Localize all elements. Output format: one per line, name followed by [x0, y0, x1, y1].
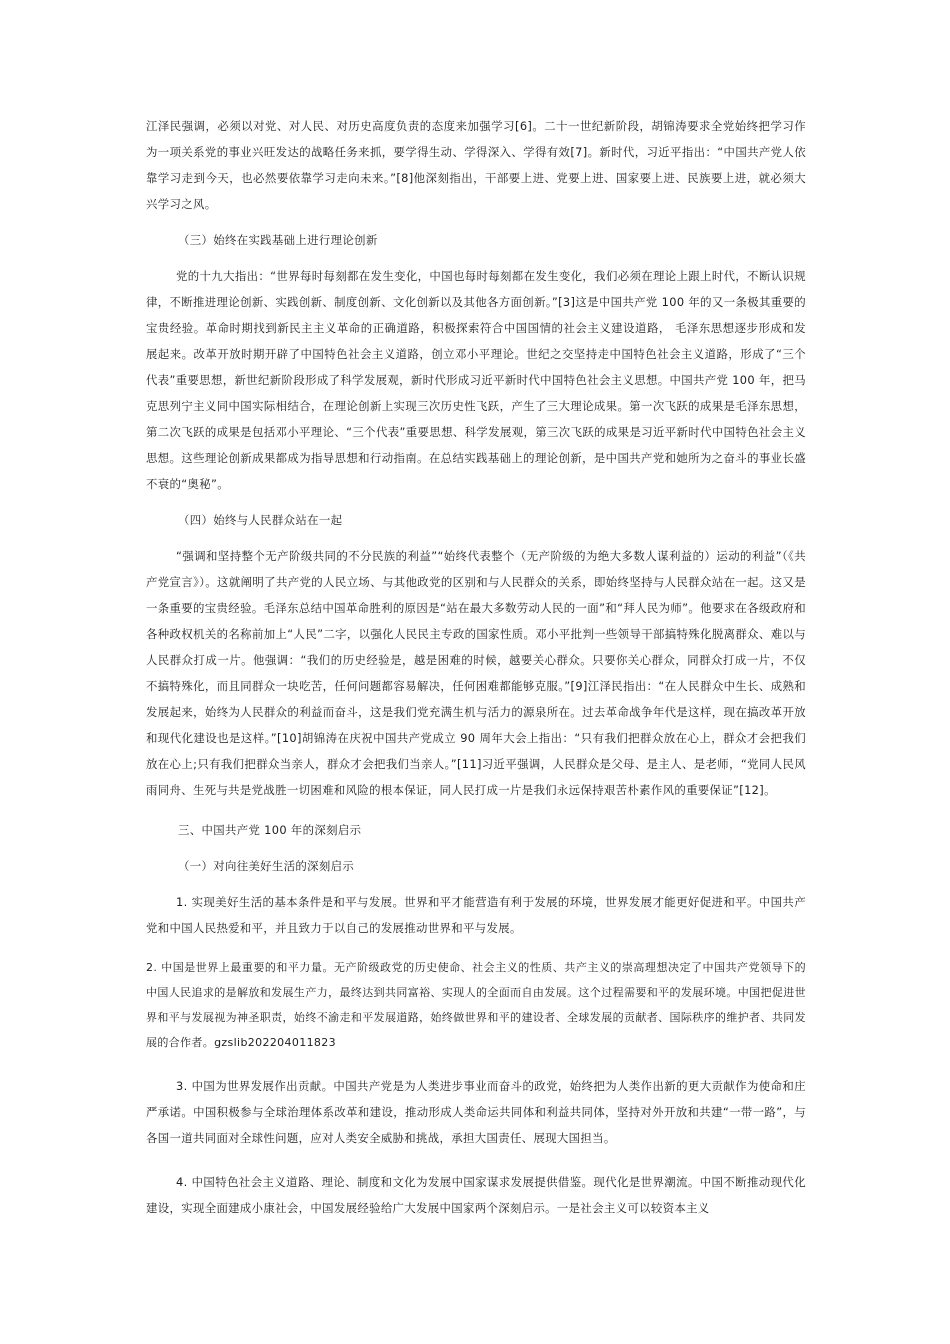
- paragraph-study: 江泽民强调，必须以对党、对人民、对历史高度负责的态度来加强学习[6]。二十一世纪新阶段，胡锦涛要求全党始终把学习作为一项关系党的事业兴旺发达的战略任务来抓，要学得生动、学得深入、学得有效[7]。新时代，习近平指出：“中国共产党人依靠学习走到今天，也必然要依靠学习走向未来。”[8]他深刻指出，干部要上进、党要上进、国家要上进、民族要上进，就必须大兴学习之风。: [146, 119, 806, 211]
- paragraph-point-4: 4. 中国特色社会主义道路、理论、制度和文化为发展中国家谋求发展提供借鉴。现代化是世界潮流。中国不断推动现代化建设，实现全面建成小康社会，中国发展经验给广大发展中国家两个深刻启示。一是社会主义可以较资本主义: [146, 1175, 806, 1215]
- heading-section-three: 三、中国共产党 100 年的深刻启示: [178, 823, 362, 837]
- paragraph-point-2: 2. 中国是世界上最重要的和平力量。无产阶级政党的历史使命、社会主义的性质、共产主义的崇高理想决定了中国共产党领导下的中国人民追求的是解放和发展生产力，最终达到共同富裕、实现人的全面而自由发展。这个过程需要和平的发展环境。中国把促进世界和平与发展视为神圣职责，始终不渝走和平发展道路，始终做世界和平的建设者、全球发展的贡献者、国际秩序的维护者、共同发展的合作者。gzslib202204011823: [146, 961, 806, 1049]
- paragraph-point-3: 3. 中国为世界发展作出贡献。中国共产党是为人类进步事业而奋斗的政党，始终把为人类作出新的更大贡献作为使命和庄严承诺。中国积极参与全球治理体系改革和建设，推动形成人类命运共同体和利益共同体，坚持对外开放和共建“一带一路”，与各国一道共同面对全球性问题，应对人类安全威胁和挑战，承担大国责任、展现大国担当。: [146, 1079, 806, 1145]
- heading-people: （四）始终与人民群众站在一起: [178, 513, 343, 527]
- paragraph-people: “强调和坚持整个无产阶级共同的不分民族的利益”“始终代表整个（无产阶级的为绝大多数人谋利益的）运动的利益”（《共产党宣言》）。这就阐明了共产党的人民立场、与其他政党的区别和与人民群众的关系，即始终坚持与人民群众站在一起。这又是一条重要的宝贵经验。毛泽东总结中国革命胜利的原因是“站在最大多数劳动人民的一面”和“拜人民为师”。他要求在各级政府和各种政权机关的名称前加上“人民”二字，以强化人民民主专政的国家性质。邓小平批判一些领导干部搞特殊化脱离群众、难以与人民群众打成一片。他强调：“我们的历史经验是，越是困难的时候，越要关心群众。只要你关心群众，同群众打成一片，不仅不搞特殊化，而且同群众一块吃苦，任何问题都容易解决，任何困难都能够克服。”[9]江泽民指出：“在人民群众中生长、成熟和发展起来，始终为人民群众的利益而奋斗，这是我们党充满生机与活力的源泉所在。过去革命战争年代是这样，现在搞改革开放和现代化建设也是这样。”[10]胡锦涛在庆祝中国共产党成立 90 周年大会上指出：“只有我们把群众放在心上，群众才会把我们放在心上;只有我们把群众当亲人，群众才会把我们当亲人。”[11]习近平强调，人民群众是父母、是主人、是老师，“党同人民风雨同舟、生死与共是党战胜一切困难和风险的根本保证，同人民打成一片是我们永远保持艰苦朴素作风的重要保证”[12]。: [146, 549, 806, 797]
- paragraph-point-1: 1. 实现美好生活的基本条件是和平与发展。世界和平才能营造有利于发展的环境，世界发展才能更好促进和平。中国共产党和中国人民热爱和平，并且致力于以自己的发展推动世界和平与发展。: [146, 895, 806, 935]
- heading-better-life: （一）对向往美好生活的深刻启示: [178, 859, 355, 873]
- heading-theory-innovation: （三）始终在实践基础上进行理论创新: [178, 233, 378, 247]
- document-page: [146, 113, 806, 1221]
- paragraph-theory-innovation: 党的十九大指出：“世界每时每刻都在发生变化，中国也每时每刻都在发生变化，我们必须在理论上跟上时代，不断认识规律，不断推进理论创新、实践创新、制度创新、文化创新以及其他各方面创新。”[3]这是中国共产党 100 年的又一条极其重要的宝贵经验。革命时期找到新民主主义革命的正确道路，积极探索符合中国国情的社会主义建设道路， 毛泽东思想逐步形成和发展起来。改革开放时期开辟了中国特色社会主义道路，创立邓小平理论。世纪之交坚持走中国特色社会主义道路，形成了“三个代表”重要思想，新世纪新阶段形成了科学发展观，新时代形成习近平新时代中国特色社会主义思想。中国共产党 100 年，把马克思列宁主义同中国实际相结合，在理论创新上实现三次历史性飞跃，产生了三大理论成果。第一次飞跃的成果是毛泽东思想，第二次飞跃的成果是包括邓小平理论、“三个代表”重要思想、科学发展观，第三次飞跃的成果是习近平新时代中国特色社会主义思想。这些理论创新成果都成为指导思想和行动指南。在总结实践基础上的理论创新，是中国共产党和她所为之奋斗的事业长盛不衰的“奥秘”。: [146, 269, 806, 491]
